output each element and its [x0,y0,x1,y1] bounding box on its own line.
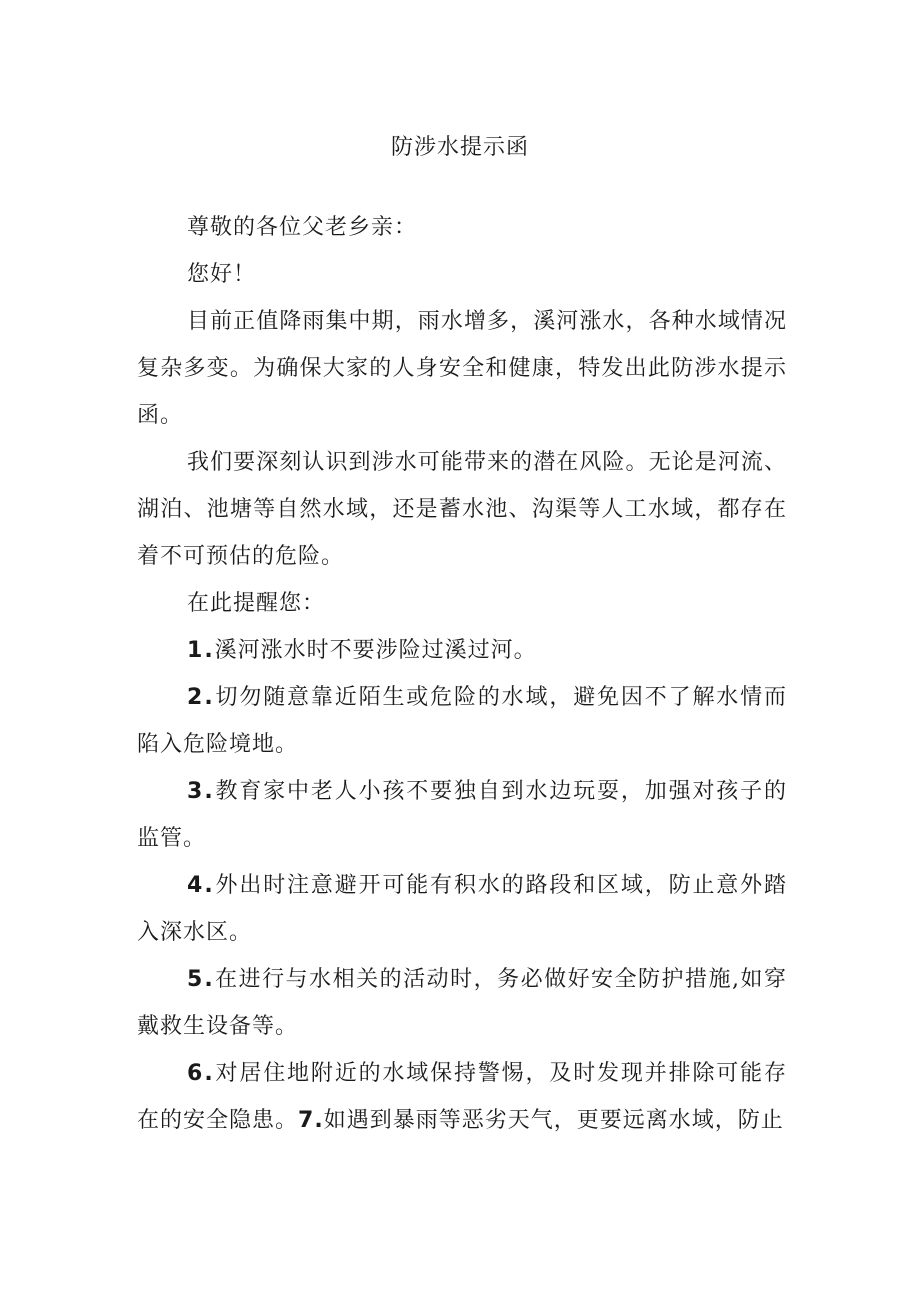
item-number: 2 [187,685,205,710]
paragraph-risk: 我们要深刻认识到涉水可能带来的潜在风险。无论是河流、湖泊、池塘等自然水域，还是蓄水池、沟渠等人工水域，都存在着不可预估的危险。 [137,450,787,569]
list-item: 6.对居住地附近的水域保持警惕，及时发现并排除可能存在的安全隐患。7.如遇到暴雨等恶劣天气，更要远离水域，防止 [137,1061,787,1133]
list-item: 3.教育家中老人小孩不要独自到水边玩耍，加强对孩子的监管。 [137,779,787,851]
item-number: 1 [187,638,205,663]
item-7-text: 如遇到暴雨等恶劣天气，更要远离水域，防止 [323,1108,784,1133]
list-item: 4.外出时注意避开可能有积水的路段和区域，防止意外踏入深水区。 [137,873,787,945]
item-number: 3 [187,779,205,804]
item-number: 6 [187,1061,205,1086]
reminder-intro: 在此提醒您： [187,591,326,616]
salutation: 尊敬的各位父老乡亲： [187,215,418,240]
item-text: 在进行与水相关的活动时，务必做好安全防护措施,如穿戴救生设备等。 [137,967,787,1039]
item-text: 教育家中老人小孩不要独自到水边玩耍，加强对孩子的监管。 [137,779,787,851]
item-7-number: 7. [298,1108,324,1133]
greeting: 您好！ [187,262,257,287]
document-title: 防涉水提示函 [390,135,529,160]
item-number: 5 [187,967,205,992]
item-text: 溪河涨水时不要涉险过溪过河。 [214,638,537,663]
item-text: 切勿随意靠近陌生或危险的水域，避免因不了解水情而陷入危险境地。 [137,685,787,757]
item-text: 外出时注意避开可能有积水的路段和区域，防止意外踏入深水区。 [137,873,787,945]
item-number: 4 [187,873,205,898]
list-item: 1.溪河涨水时不要涉险过溪过河。 [187,638,537,663]
list-item: 5.在进行与水相关的活动时，务必做好安全防护措施,如穿戴救生设备等。 [137,967,787,1039]
list-item: 2.切勿随意靠近陌生或危险的水域，避免因不了解水情而陷入危险境地。 [137,685,787,757]
item-text: 对居住地附近的水域保持警惕，及时发现并排除可能存在的安全隐患。 [137,1061,787,1133]
paragraph-intro: 目前正值降雨集中期，雨水增多，溪河涨水，各种水域情况复杂多变。为确保大家的人身安全和健康，特发出此防涉水提示函。 [137,309,787,428]
document-body [137,204,787,1144]
